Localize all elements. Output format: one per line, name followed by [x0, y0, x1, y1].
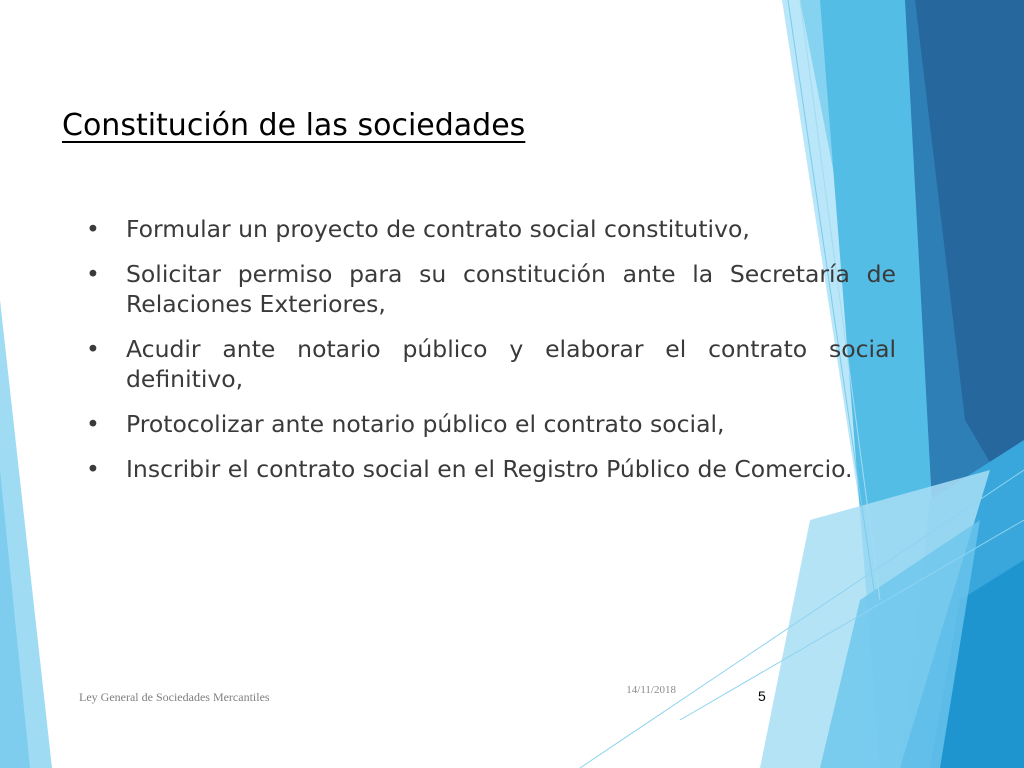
slide-title: Constitución de las sociedades	[62, 108, 526, 143]
bullet-text: Formular un proyecto de contrato social constitutivo,	[126, 215, 750, 243]
bullet-text: Protocolizar ante notario público el contrato social,	[126, 410, 725, 438]
bullet-text: Solicitar permiso para su constitución ante la Secretaría de Relaciones Exteriores,	[126, 260, 896, 318]
bullet-dot: •	[86, 410, 100, 438]
bullet-dot: •	[86, 260, 100, 288]
bullet-item	[86, 334, 896, 394]
slide-number: 5	[758, 688, 766, 704]
bullet-text: Inscribir el contrato social en el Registro Público de Comercio.	[126, 455, 853, 483]
bullet-dot: •	[86, 215, 100, 243]
footer-text: Ley General de Sociedades Mercantiles	[79, 690, 270, 704]
bullet-list	[86, 214, 896, 499]
bullet-dot: •	[86, 335, 100, 363]
bullet-item	[86, 454, 896, 484]
bullet-item	[86, 214, 896, 244]
bullet-dot: •	[86, 455, 100, 483]
bullet-text: Acudir ante notario público y elaborar el contrato social definitivo,	[126, 335, 896, 393]
bullet-item	[86, 409, 896, 439]
bullet-item	[86, 259, 896, 319]
footer-date: 14/11/2018	[626, 684, 676, 696]
